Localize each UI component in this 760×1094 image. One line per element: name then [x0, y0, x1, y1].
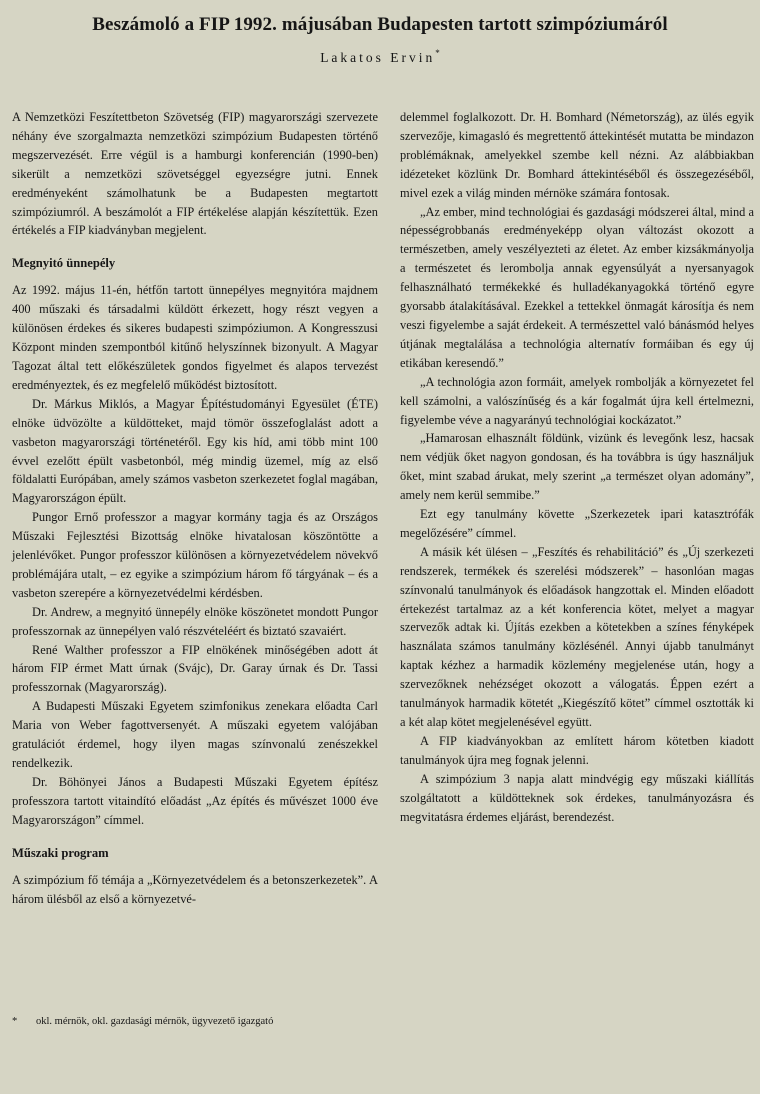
- paragraph: Pungor Ernő professzor a magyar kormány tagja és az Országos Műszaki Fejlesztési Bizottság elnöke hivatalosan köszöntötte a jelenlévőket. Pungor professzor különösen a környezetvédelem növekvő problémájára utalt, – ez egyike a szimpózium három fő tárgyának – és a vasbeton szerepére a környezetvédelmi kérdésben.: [12, 510, 378, 600]
- paragraph: Dr. Andrew, a megnyitó ünnepély elnöke köszönetet mondott Pungor professzornak az ünnepélyen való részvételéért és biztató szavaiért.: [12, 604, 378, 638]
- paragraph: Ezt egy tanulmány követte „Szerkezetek ipari katasztrófák megelőzésére” címmel.: [400, 507, 754, 540]
- right-column: [400, 108, 754, 826]
- section-heading-opening: Megnyitó ünnepély: [12, 256, 116, 271]
- paragraph: Dr. Márkus Miklós, a Magyar Építéstudományi Egyesület (ÉTE) elnöke üdvözölte a küldötteket, majd tömör összefoglalást adott a vasbeton magyarországi történetéről. Egy kis híd, ami több mint 100 évvel ezelőtt épült vasbetonból, még mindig üzemel, míg az első földalatti Európában, amely számos vasbeton szerkezetet foglal magában, Magyarországon épült.: [12, 396, 378, 506]
- article-title: Beszámoló a FIP 1992. májusában Budapesten tartott szimpóziumáról: [92, 14, 668, 35]
- footnote-text: okl. mérnök, okl. gazdasági mérnök, ügyvezető igazgató: [36, 1016, 274, 1027]
- author-name: Lakatos Ervin: [320, 50, 436, 65]
- footnote-mark: *: [12, 1016, 18, 1027]
- paragraph: Dr. Böhönyei János a Budapesti Műszaki Egyetem építész professzora tartott vitaindító előadást „Az építés és művészet 1000 éve Magyarországon” címmel.: [12, 774, 378, 827]
- paragraph: A FIP kiadványokban az említett három kötetben kiadott tanulmányok újra meg fognak jelenni.: [400, 733, 754, 767]
- paragraph: A Budapesti Műszaki Egyetem szimfonikus zenekara előadta Carl Maria von Weber fagottversenyét. A műszaki egyetem valójában gratulációt érdemel, hogy ilyen magas színvonalú zenészekkel rendelkezik.: [12, 699, 378, 770]
- footnote: [12, 1015, 378, 1029]
- left-column: [12, 108, 378, 908]
- author-footnote-mark: *: [435, 48, 440, 58]
- paragraph: René Walther professzor a FIP elnökének minőségében adott át három FIP érmet Matt úrnak (Svájc), Dr. Garay úrnak és Dr. Tassi professzornak (Magyarország).: [12, 642, 378, 695]
- quote-paragraph: „A technológia azon formáit, amelyek rombolják a környezetet fel kell számolni, a valószínűség és a kár fogalmát újra kell értelmezni, figyelembe véve a nagyarányú technológiai kockázatot.”: [400, 374, 754, 427]
- paragraph: delemmel foglalkozott. Dr. H. Bomhard (Németország), az ülés egyik szervezője, kimagasló és megrettentő áttekintését mutatta be mindazon problémáknak, amelyekkel szembe kell nézni. Az alábbiakban idézeteket közlünk Dr. Bomhard áttekintéséből és összegezéséből, mivel ezek a világ minden mérnöke számára fontosak.: [400, 110, 754, 200]
- paragraph: A szimpózium 3 napja alatt mindvégig egy műszaki kiállítás szolgáltatott a küldötteknek sok érdekes, tanulmányozásra és megvitatásra érdemes eljárást, berendezést.: [400, 771, 754, 824]
- article-author: [0, 48, 760, 66]
- paragraph: Az 1992. május 11-én, hétfőn tartott ünnepélyes megnyitóra majdnem 400 műszaki és társadalmi küldött érkezett, hogy részt vegyen a különösen érdekes és sikeres budapesti szimpóziumon. A Kongresszusi Központ minden szempontból kitűnő helyszínnek bizonyult. A Magyar Tagozat által tett előkészületek gondos figyelmet és alapos tervezést eredményeztek, és ez megfelelő működést biztosított.: [12, 283, 378, 392]
- quote-paragraph: „Hamarosan elhasznált földünk, vizünk és levegőnk lesz, hacsak nem védjük őket nagyon gondosan, és ha továbbra is úgy használjuk őket, mint szabad árukat, mely szerint „a természet olyan adomány”, amely nem kerül semmibe.”: [400, 431, 754, 503]
- intro-paragraph: A Nemzetközi Feszítettbeton Szövetség (FIP) magyarországi szervezete néhány éve szorgalmazta nemzetközi szimpózium Budapesten történő megszervezését. Erre végül is a hamburgi konferencián (1990-ben) sikerült a nemzetközi szövetséggel egyezségre jutni. Ennek eredményeként számolhatunk be a Budapesten megtartott szimpóziumról. A beszámolót a FIP értékelése alapján készítettük. Ezen értékelés a FIP kiadványban megjelent.: [12, 110, 378, 238]
- paragraph: A másik két ülésen – „Feszítés és rehabilitáció” és „Új szerkezeti rendszerek, termékek és szerelési módszerek” – hasonlóan magas színvonalú tanulmányok és előadások hangzottak el. Minden előadott értekezést tartalmaz az a két konferencia kötet, melyet a magyar szervezők adtak ki. Újítás ezekben a kötetekben a színes fényképek használata számos tanulmány közlésénél. Annyi újabb tanulmányt kaptak kézhez a harmadik közlemény megjelenése után, hogy a szervezőknek nehézséget okozott a válogatás. Éppen ezért a tanulmányok harmadik kötetét „Kiegészítő kötet” címmel osztották ki a két alap kötet megjelenésével együtt.: [400, 544, 754, 729]
- section-heading-program: Műszaki program: [12, 845, 109, 860]
- quote-paragraph: „Az ember, mind technológiai és gazdasági módszerei által, mind a népességrobbanás eredményeképp olyan változást okozott a természetben, amely veszélyezteti az életet. Az ember kizsákmányolja a természetet és lerombolja annak egyensúlyát a nyersanyagok felhasználható termékekké és hulladékanyagokká történő egyre gyorsabb átalakításával. Ezekkel a tettekkel önmagát károsítja és nem veszi figyelembe a saját érdekeit. A természettel való bánásmód helyes útjának megtalálása a technológia alternatív formáiban és egy új etikában keresendő.”: [400, 204, 754, 370]
- paragraph: A szimpózium fő témája a „Környezetvédelem és a betonszerkezetek”. A három ülésből az első a környezetvé-: [12, 872, 378, 906]
